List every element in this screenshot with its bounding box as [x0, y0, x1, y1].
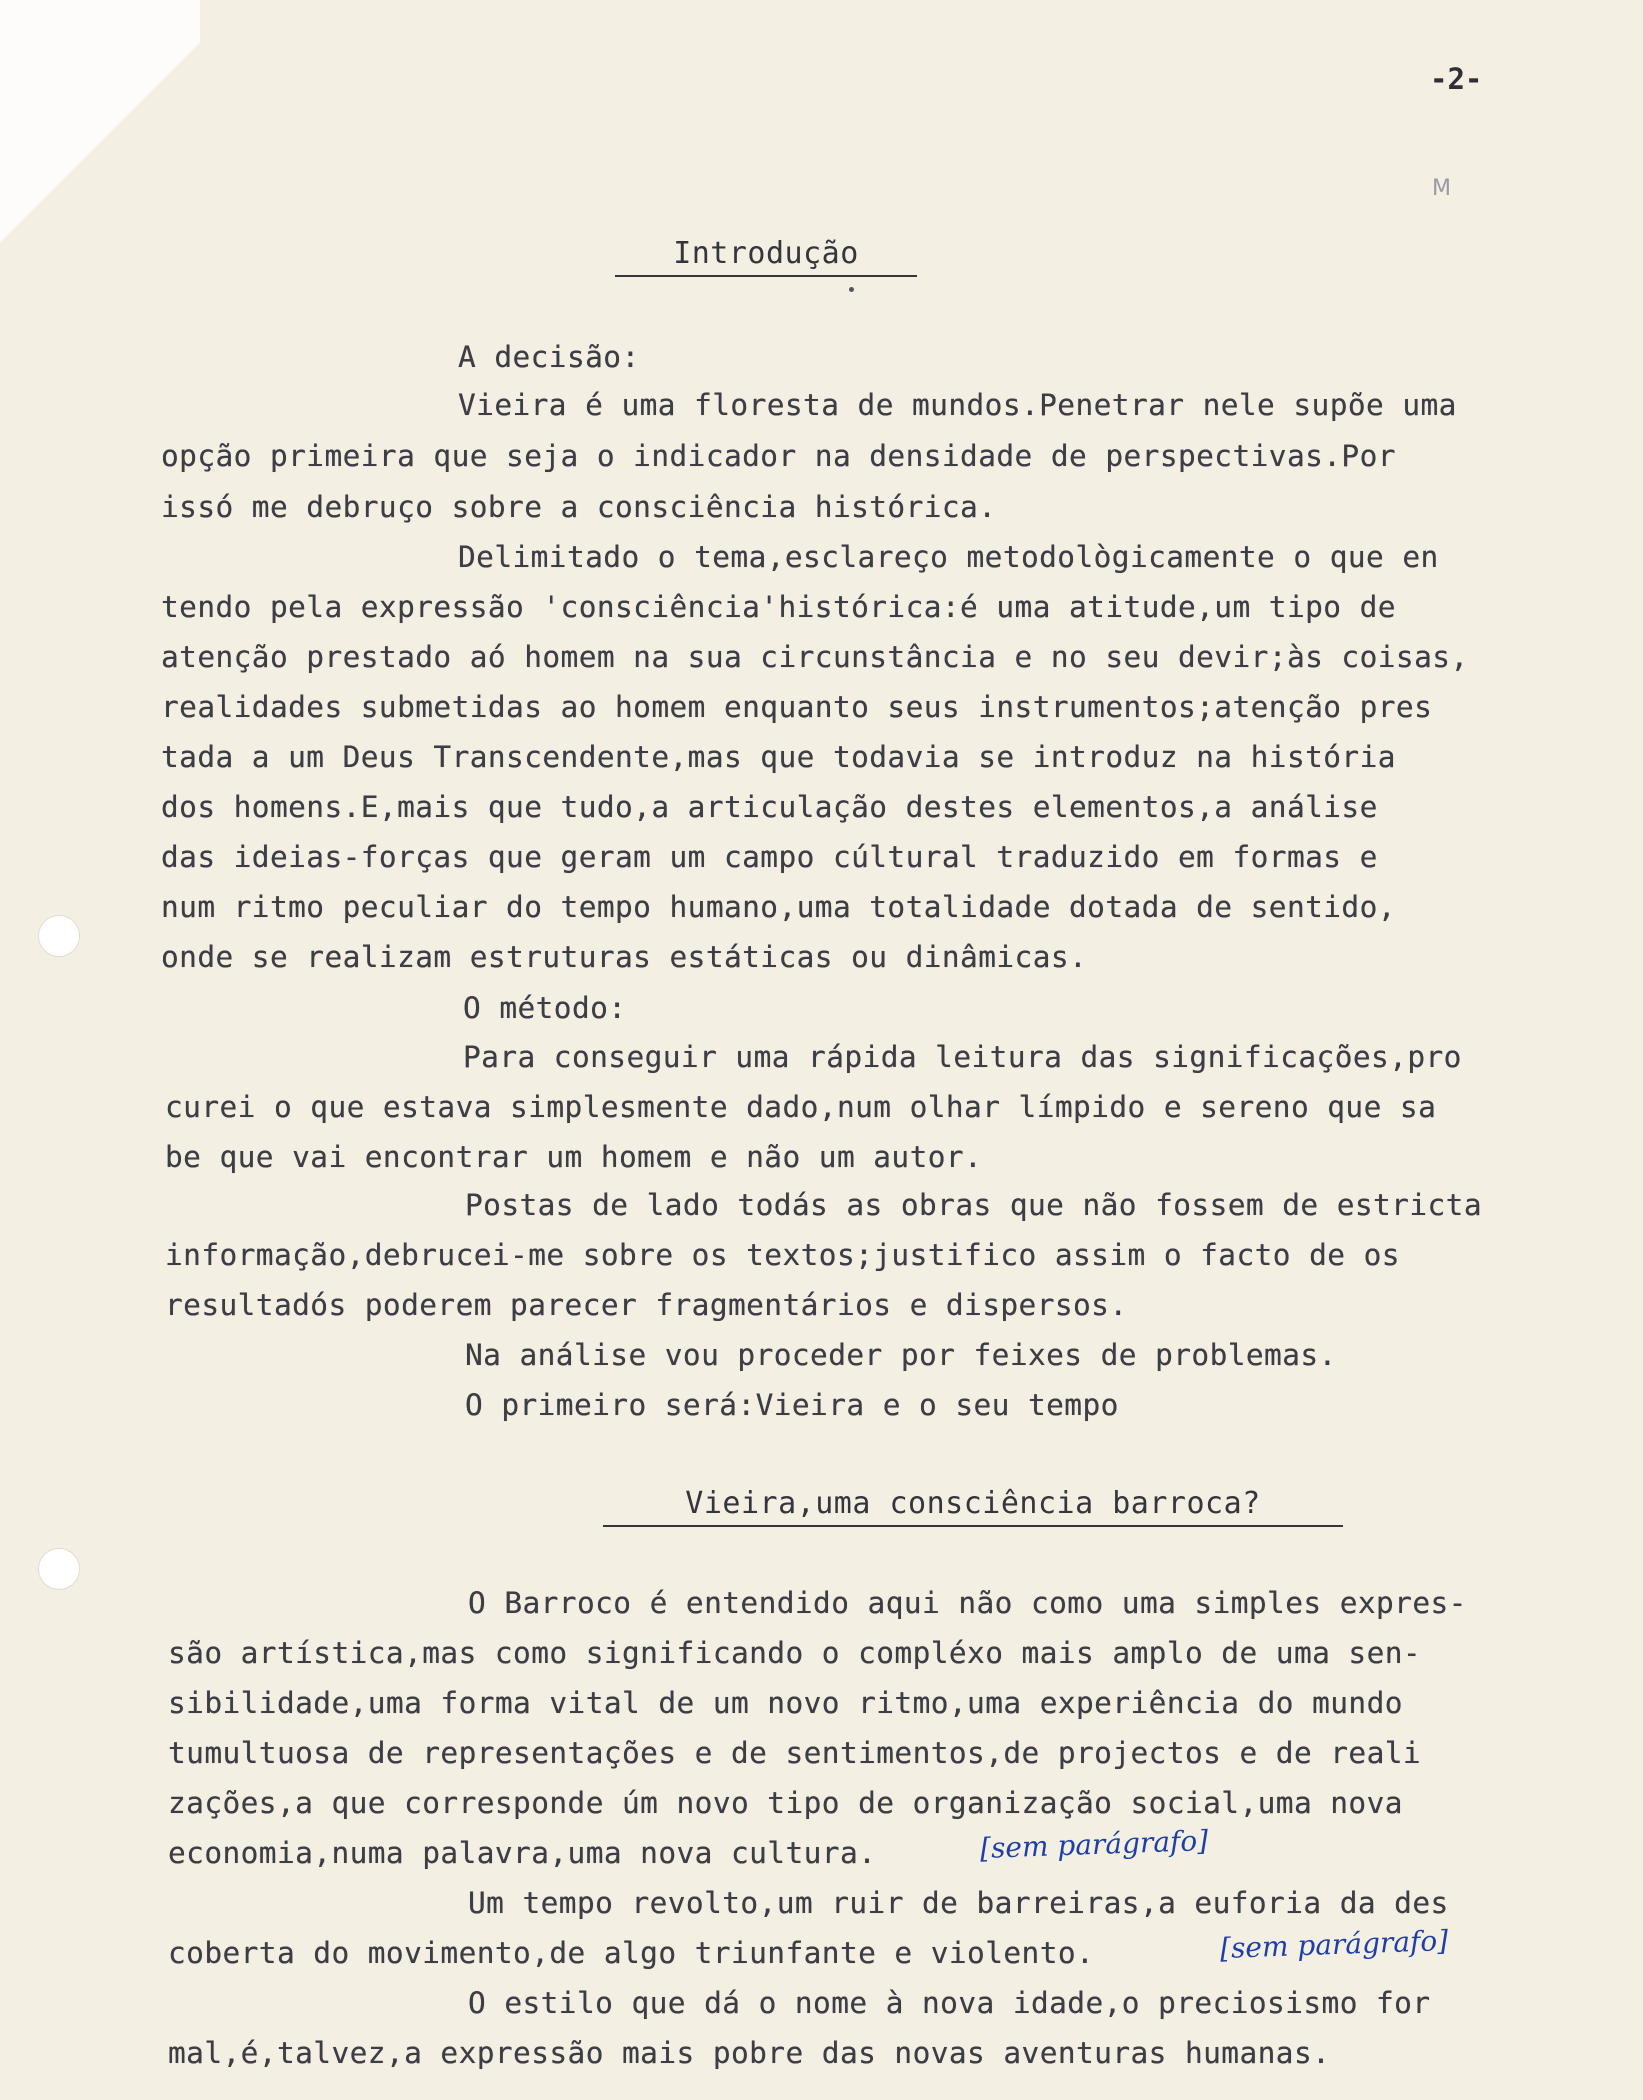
text-line: issó me debruço sobre a consciência histórica.	[161, 490, 997, 524]
text-line: tada a um Deus Transcendente,mas que todavia se introduz na história	[161, 740, 1396, 774]
text-line: zações,a que corresponde úm novo tipo de organização social,uma nova	[168, 1786, 1403, 1820]
text-line: tumultuosa de representações e de sentimentos,de projectos e de reali	[168, 1736, 1422, 1770]
text-line: resultadós poderem parecer fragmentários e dispersos.	[165, 1288, 1128, 1322]
text-line: informação,debrucei-me sobre os textos;justifico assim o facto de os	[165, 1238, 1400, 1272]
text-line: Na análise vou proceder por feixes de problemas.	[465, 1338, 1337, 1372]
handwritten-annotation: [sem parágrafo]	[1219, 1924, 1449, 1965]
text-line: realidades submetidas ao homem enquanto seus instrumentos;atenção pres	[161, 690, 1433, 724]
text-line: opção primeira que seja o indicador na densidade de perspectivas.Por	[161, 439, 1396, 473]
section-heading-introducao: Introdução	[615, 236, 917, 277]
text-line: mal,é,talvez,a expressão mais pobre das novas aventuras humanas.	[168, 2036, 1331, 2070]
text-line: Um tempo revolto,um ruir de barreiras,a euforia da des	[468, 1886, 1449, 1920]
corner-pencil-mark: M	[1432, 176, 1451, 201]
text-line: A decisão:	[458, 340, 640, 374]
text-line: num ritmo peculiar do tempo humano,uma totalidade dotada de sentido,	[161, 890, 1396, 924]
text-line: são artística,mas como significando o compléxo mais amplo de uma sen-	[168, 1636, 1422, 1670]
pen-dot	[849, 287, 854, 292]
punch-hole-top	[38, 915, 80, 957]
text-line: O estilo que dá o nome à nova idade,o preciosismo for	[468, 1986, 1431, 2020]
text-line: be que vai encontrar um homem e não um autor.	[165, 1140, 983, 1174]
handwritten-annotation: [sem parágrafo]	[979, 1824, 1209, 1865]
text-line: O Barroco é entendido aqui não como uma simples expres-	[468, 1586, 1467, 1620]
text-line: das ideias-forças que geram um campo cúltural traduzido em formas e	[161, 840, 1378, 874]
section-heading-barroco: Vieira,uma consciência barroca?	[603, 1486, 1343, 1527]
page-number: -2-	[1430, 62, 1483, 96]
text-line: Vieira é uma floresta de mundos.Penetrar nele supõe uma	[458, 388, 1457, 422]
text-line: Delimitado o tema,esclareço metodològicamente o que en	[458, 540, 1439, 574]
text-line: O primeiro será:Vieira e o seu tempo	[465, 1388, 1119, 1422]
text-line: curei o que estava simplesmente dado,num olhar límpido e sereno que sa	[165, 1090, 1437, 1124]
text-line: sibilidade,uma forma vital de um novo ritmo,uma experiência do mundo	[168, 1686, 1403, 1720]
text-line: Postas de lado todás as obras que não fossem de estricta	[465, 1188, 1482, 1222]
text-line: dos homens.E,mais que tudo,a articulação destes elementos,a análise	[161, 790, 1378, 824]
text-line: economia,numa palavra,uma nova cultura.	[168, 1836, 877, 1870]
text-line: atenção prestado aó homem na sua circunstância e no seu devir;às coisas,	[161, 640, 1469, 674]
text-line: coberta do movimento,de algo triunfante e violento.	[168, 1936, 1095, 1970]
text-line: onde se realizam estruturas estáticas ou dinâmicas.	[161, 940, 1088, 974]
text-line: Para conseguir uma rápida leitura das significações,pro	[463, 1040, 1462, 1074]
text-line: tendo pela expressão 'consciência'histórica:é uma atitude,um tipo de	[161, 590, 1396, 624]
text-line: O método:	[463, 991, 627, 1025]
punch-hole-bottom	[38, 1548, 80, 1590]
page-fold	[0, 0, 200, 300]
